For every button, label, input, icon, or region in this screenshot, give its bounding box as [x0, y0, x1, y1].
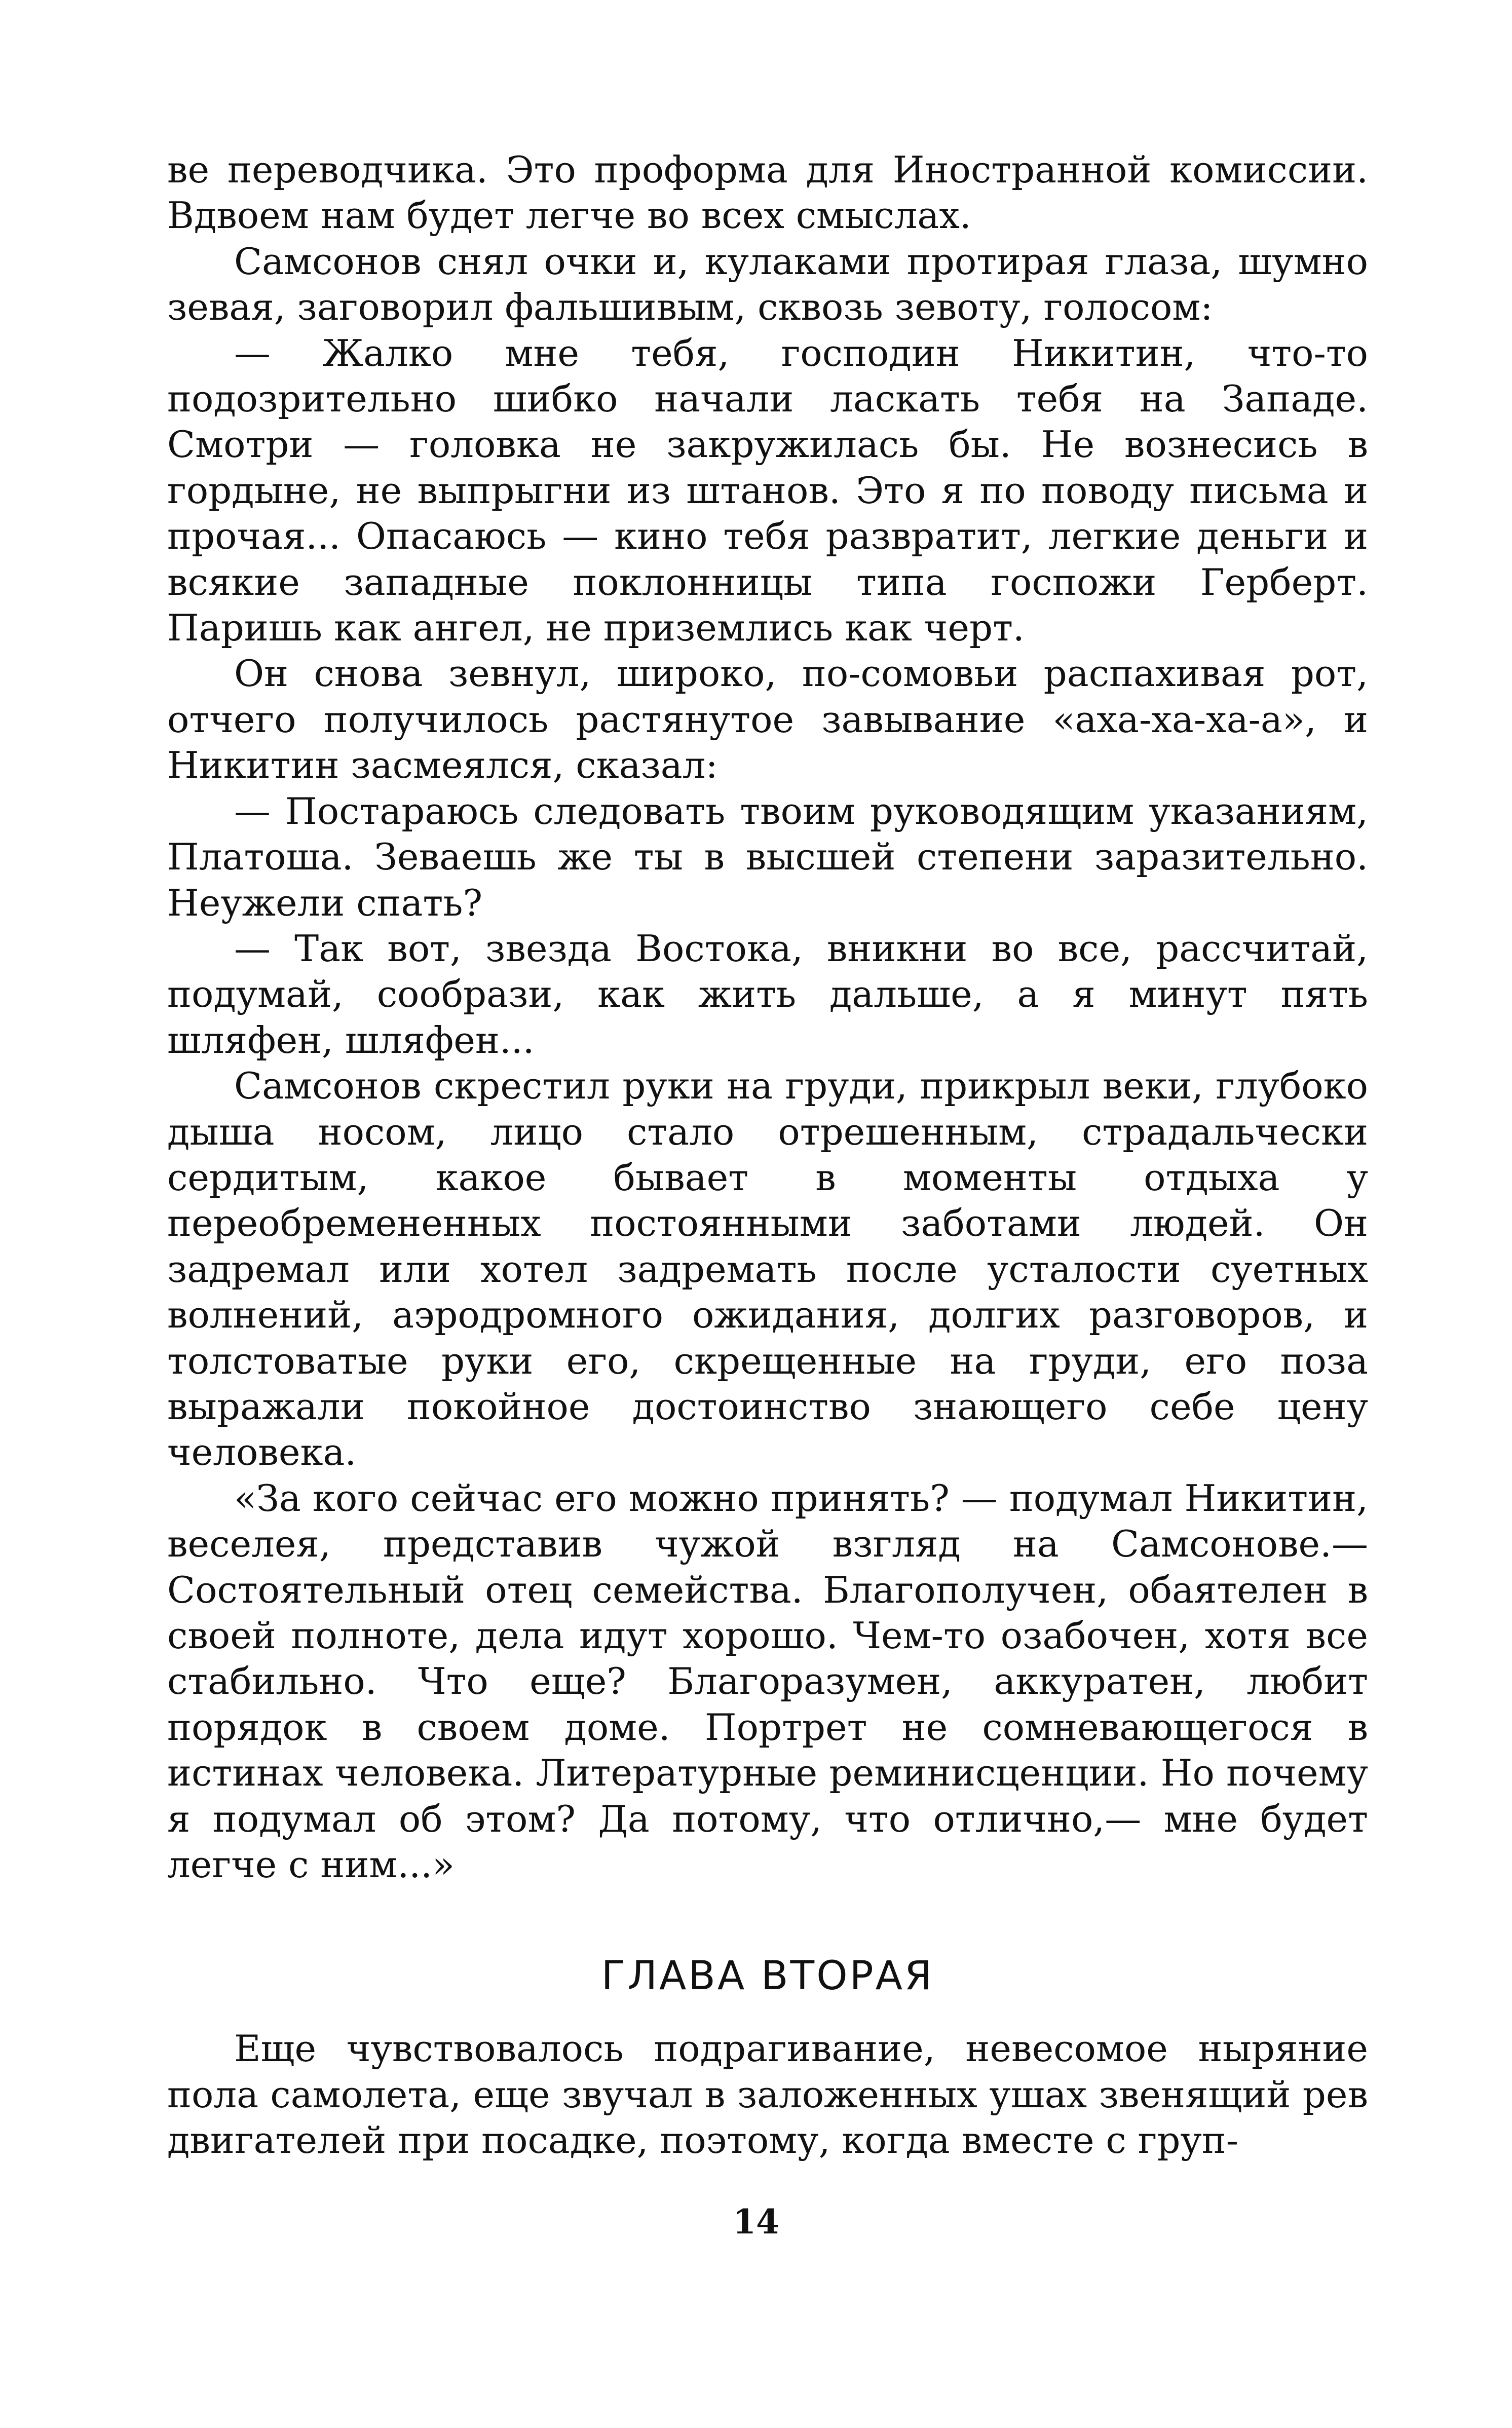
chapter-title: ГЛАВА ВТОРАЯ [601, 1953, 934, 1999]
paragraphs-before-chapter [167, 147, 1368, 1887]
page-text [167, 147, 1368, 2164]
paragraphs-after-chapter [167, 2026, 1368, 2163]
paragraph: «За кого сейчас его можно принять? — подумал Никитин, веселея, представив чужой взгляд на Самсонове.— Состоятельный отец семейства. Благополучен, обаятелен в своей полноте, дела идут хорошо. Чем-то озабочен, хотя все стабильно. Что еще? Благоразумен, аккуратен, любит порядок в своем доме. Портрет не сомневающегося в истинах человека. Литературные реминисценции. Но почему я подумал об этом? Да потому, что отлично,— мне будет легче с ним...» [167, 1476, 1368, 1886]
paragraph: Самсонов скрестил руки на груди, прикрыл веки, глубоко дыша носом, лицо стало отрешенным, страдальчески сердитым, какое бывает в моменты отдыха у переобремененных постоянными заботами людей. Он задремал или хотел задремать после усталости суетных волнений, аэродромного ожидания, долгих разговоров, и толстоватые руки его, скрещенные на груди, его поза выражали покойное достоинство знающего себе цену человека. [167, 1065, 1368, 1474]
paragraph: — Жалко мне тебя, господин Никитин, что-то подозрительно шибко начали ласкать тебя на Западе. Смотри — головка не закружилась бы. Не вознесись в гордыне, не выпрыгни из штанов. Это я по поводу письма и прочая... Опасаюсь — кино тебя развратит, легкие деньги и всякие западные поклонницы типа госпожи Герберт. Паришь как ангел, не приземлись как черт. [167, 331, 1368, 650]
paragraph: Еще чувствовалось подрагивание, невесомое ныряние пола самолета, еще звучал в заложенных ушах звенящий рев двигателей при посадке, поэтому, когда вместе с груп- [167, 2027, 1368, 2162]
paragraph: — Так вот, звезда Востока, вникни во все, рассчитай, подумай, сообрази, как жить дальше, а я минут пять шляфен, шляфен... [167, 927, 1368, 1061]
paragraph: ве переводчика. Это проформа для Иностранной комиссии. Вдвоем нам будет легче во всех смыслах. [167, 148, 1368, 237]
page-number: 14 [733, 2202, 779, 2242]
paragraph: Самсонов снял очки и, кулаками протирая глаза, шумно зевая, заговорил фальшивым, сквозь зевоту, голосом: [167, 240, 1368, 329]
paragraph: — Постараюсь следовать твоим руководящим указаниям, Платоша. Зеваешь же ты в высшей степени заразительно. Неужели спать? [167, 789, 1368, 924]
paragraph: Он снова зевнул, широко, по-сомовьи распахивая рот, отчего получилось растянутое завывание «аха-ха-ха-а», и Никитин засмеялся, сказал: [167, 652, 1368, 787]
